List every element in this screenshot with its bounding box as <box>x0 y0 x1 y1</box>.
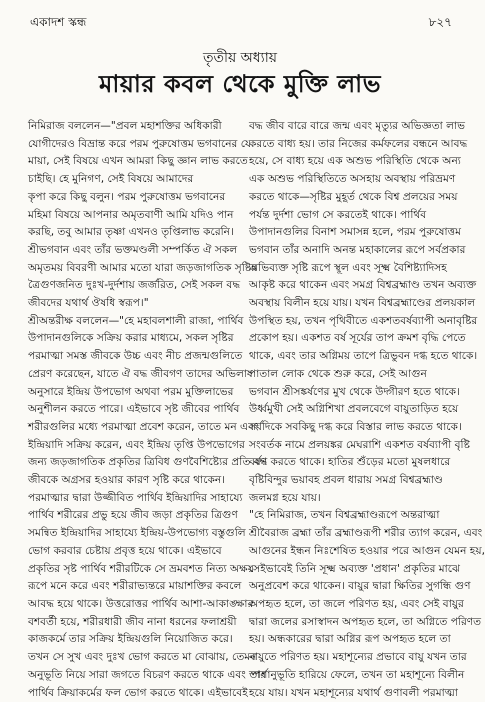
text-line: শ্রীঅন্তরীক্ষ বললেন—"হে মহাবলশালী রাজা, পার্থিব <box>28 313 233 331</box>
text-line: এক অশুভ পরিস্থিতিতে অসহায় অবস্থায় পরিভ্রমণ <box>249 171 454 189</box>
text-line: ত্রৈগুণজনিত দুঃখ-দুর্দশায় জর্জরিত, সেই সকল বদ্ধ <box>28 277 233 295</box>
text-line: অনুশীলন করতে পারে। এইভাবে সৃষ্ট জীবের পার্থিব <box>28 401 233 419</box>
text-line: অনুসারে ইন্দ্রিয় উপভোগ অথবা পরম মুক্তিলাভের <box>28 384 233 402</box>
text-line: করছি, তবু আমার তৃষ্ণা এখনও তৃপ্তিলাভ করেনি। <box>28 224 233 242</box>
text-line: মায়া, সেই বিষয়ে এখন আমরা কিছু জ্ঞান লাভ করতে <box>28 153 233 171</box>
text-line: হয়ে যায়। যখন মহাশূন্যের যথার্থ গুণাবলী পরমাত্মা <box>249 685 454 702</box>
text-line: "হে নিমিরাজ, তখন বিশ্বব্রহ্মাণ্ডরূপে অন্তরাত্মা <box>249 507 454 525</box>
text-line: তখন সে সুখ এবং দুঃখ ভোগ করতে মা বোঝায়, তেমন <box>28 649 233 667</box>
text-line: শ্রীভগবান এবং তাঁর ভক্তমণ্ডলী সম্পর্কিত ঐ সকল <box>28 242 233 260</box>
text-line: জীবদের যথার্থ ঔষধি স্বরূপ।" <box>28 295 233 313</box>
running-head-left: একাদশ স্কন্ধ <box>30 14 86 34</box>
text-line: সেইভাবেই তিনি সূক্ষ্ম অব্যক্ত 'প্রধান' প্রকৃতির মাঝে <box>249 561 454 579</box>
text-line: পাতাল লোক থেকে শুরু করে, সেই আগুন <box>249 366 454 384</box>
text-line: বর্ষণ করতে থাকে। হাতির শুঁড়ের মতো মুষলধারে <box>249 454 454 472</box>
text-line: আগুনের ইন্ধন নিঃশেষিত হওয়ার পরে আগুন যেমন হয়, <box>249 543 454 561</box>
text-line: রূপে মনে করে এবং শরীরাভ্যন্তরে মায়াশক্তির কবলে <box>28 578 233 596</box>
text-line: সমন্বিত ইন্দ্রিয়াদির সাহায্যে ইন্দ্রিয়-উপভোগ্য বস্তুগুলি <box>28 525 233 543</box>
text-line: পরমাত্মা সমস্ত জীবকে উচ্চ এবং নীচ প্রজন্মগুলিতে <box>28 348 233 366</box>
text-line: বৃষ্টিবিন্দুর ভয়াবহ প্রবল ধারায় সমগ্র বিশ্বব্রহ্মাণ্ড <box>249 472 454 490</box>
text-line: শ্রীবৈরাজ ব্রহ্মা তাঁর ব্রহ্মাণ্ডরূপী শরীর ত্যাগ করেন, এবং <box>249 525 454 543</box>
text-line: ভোগ করবার চেষ্টায় প্রবৃত্ত হয়ে থাকে। এইভাবে <box>28 543 233 561</box>
text-line: বশবর্তী হয়ে, শরীরধারী জীব নানা ধরনের ফলাশ্রয়ী <box>28 614 233 632</box>
text-line: পরমাত্মার দ্বারা উজ্জীবিত পার্থিব ইন্দ্রিয়াদির সাহায্যে <box>28 490 233 508</box>
text-line: বায়ুতে পরিণত হয়। মহাশূন্যের প্রভাবে বায়ু যখন তার <box>249 649 454 667</box>
text-line: করতে থাকে—সৃষ্টির মুহূর্ত থেকে বিশ্ব প্রলয়ের সময় <box>249 189 454 207</box>
text-line: সর্বদিকে সবকিছু দগ্ধ করে বিস্তার লাভ করতে থাকে। <box>249 419 454 437</box>
text-line: কাজকর্মে তার সক্রিয় ইন্দ্রিয়গুলি নিয়োজিত করে। <box>28 631 233 649</box>
text-line: সংবর্তক নামে প্রলয়ঙ্কর মেঘরাশি একশত বর্ষব্যাপী বৃষ্টি <box>249 437 454 455</box>
text-line: উপস্থিত হয়, তখন পৃথিবীতে একশতবর্ষব্যাপী অনাবৃষ্টির <box>249 313 454 331</box>
text-line: আবদ্ধ হয়ে থাকে। উত্তরোত্তর পার্থিব আশা-আকাঙ্ক্ষার <box>28 596 233 614</box>
text-line: জন্য জড়জাগতিক প্রকৃতির ত্রিবিধ গুণবৈশিষ্ট্যের প্রতি বদ্ধ <box>28 454 233 472</box>
text-line: যোগীদেরও বিভ্রান্ত করে পরম পুরুষোত্তম ভগবানের যে <box>28 136 233 154</box>
right-column <box>249 118 454 658</box>
text-line: পর্যন্ত দুর্দশা ভোগ সে করতেই থাকে। পার্থিব <box>249 207 454 225</box>
text-line: স্পর্শানুভূতি হারিয়ে ফেলে, তখন তা মহাশূন্যে বিলীন <box>249 667 454 685</box>
text-line: অপহৃত হলে, তা জলে পরিণত হয়, এবং সেই বায়ুর <box>249 596 454 614</box>
page-header <box>30 14 452 34</box>
text-line: দ্বারা জলের রসাস্বাদন অপহৃত হলে, তা অগ্নিতে পরিণত <box>249 614 454 632</box>
text-line: হয়ে, সে বাধ্য হয়ে এক অশুভ পরিস্থিতি থেকে অন্য <box>249 153 454 171</box>
text-line: আকৃষ্ট করে থাকেন এবং সমগ্র বিশ্বব্রহ্মাণ্ড তখন অব্যক্ত <box>249 277 454 295</box>
text-line: অমৃতময় বিবরণী আমার মতো যারা জড়জাগতিক সৃষ্টির <box>28 260 233 278</box>
chapter-number: তৃতীয় অধ্যায় <box>0 46 480 70</box>
text-line: উপাদানগুলিকে সক্রিয় করার মাধ্যমে, সকল সৃষ্টির <box>28 330 233 348</box>
text-line: শরীরগুলির মধ্যে পরমাত্মা প্রবেশ করেন, তাতে মন এবং <box>28 419 233 437</box>
text-line: অনুপ্রবেশ করে থাকেন। বায়ুর দ্বারা ক্ষিতির সুগন্ধি গুণ <box>249 578 454 596</box>
text-line: অনুভূতি নিয়ে সারা জগতে বিচরণ করতে থাকে এবং তার <box>28 667 233 685</box>
text-line: চাইছি। হে মুনিগণ, সেই বিষয়ে আমাদের <box>28 171 233 189</box>
left-column <box>28 118 233 658</box>
text-line: কৃপা করে কিছু বলুন। পরম পুরুষোত্তম ভগবানের <box>28 189 233 207</box>
text-line: পার্থিব শরীরের প্রভু হয়ে জীব জড়া প্রকৃতির ত্রিগুণ <box>28 507 233 525</box>
text-line: নিমিরাজ বললেন—"প্রবল মহাশক্তির অধিকারী <box>28 118 233 136</box>
text-line: অভিব্যক্ত সৃষ্টি রূপে স্থূল এবং সূক্ষ্ম বৈশিষ্ট্যাদিসহ <box>249 260 454 278</box>
text-line: জলমগ্ন হয়ে যায়। <box>249 490 454 508</box>
text-line: ভগবান শ্রীসঙ্কর্ষণের মুখ থেকে উদ্গীরণ হতে থাকে। <box>249 384 454 402</box>
text-line: থাকে, এবং তার অগ্নিময় তাপে ত্রিভুবন দগ্ধ হতে থাকে। <box>249 348 454 366</box>
page-number: ৮২৭ <box>429 14 452 34</box>
text-line: হয়। অন্ধকারের দ্বারা অগ্নির রূপ অপহৃত হলে তা <box>249 631 454 649</box>
text-line: প্রকৃতির সৃষ্ট পার্থিব শরীরটিকে সে ভ্রমবশত নিত্য অক্ষয় <box>28 561 233 579</box>
text-line: ভগবান তাঁর অনাদি অনন্ত মহাকালের রূপে সর্বপ্রকার <box>249 242 454 260</box>
text-line: অবস্থায় বিলীন হয়ে যায়। যখন বিশ্বব্রহ্মাণ্ডের প্রলয়কাল <box>249 295 454 313</box>
text-line: উর্ধ্বমুখী সেই অগ্নিশিখা প্রবলবেগে বায়ুতাড়িত হয়ে <box>249 401 454 419</box>
text-line: মহিমা বিষয়ে আপনার অমৃতবাণী আমি যদিও পান <box>28 207 233 225</box>
text-line: প্রেরণ করেছেন, যাতে ঐ বদ্ধ জীবগণ তাদের অভিলাষ <box>28 366 233 384</box>
text-line: উপাদানগুলির বিনাশ সমাসন্ন হলে, পরম পুরুষোত্তম <box>249 224 454 242</box>
chapter-title: মায়ার কবল থেকে মুক্তি লাভ <box>0 66 480 106</box>
text-line: প্রকোপ হয়। একশত বর্ষ সূর্যের তাপ ক্রমশ বৃদ্ধি পেতে <box>249 330 454 348</box>
text-line: পার্থিব ক্রিয়াকর্মের ফল ভোগ করতে থাকে। এইভাবেই <box>28 685 233 702</box>
text-line: ইন্দ্রিয়াদি সক্রিয় করেন, এবং ইন্দ্রিয় তৃপ্তি উপভোগের <box>28 437 233 455</box>
text-line: জীবকে অগ্রসর হওয়ার কারণ সৃষ্টি করে থাকেন। <box>28 472 233 490</box>
text-line: বদ্ধ জীব বারে বারে জন্ম এবং মৃত্যুর অভিজ্ঞতা লাভ <box>249 118 454 136</box>
text-line: করতে বাধ্য হয়। তার নিজের কর্মফলের বন্ধনে আবদ্ধ <box>249 136 454 154</box>
body-text <box>28 118 454 658</box>
